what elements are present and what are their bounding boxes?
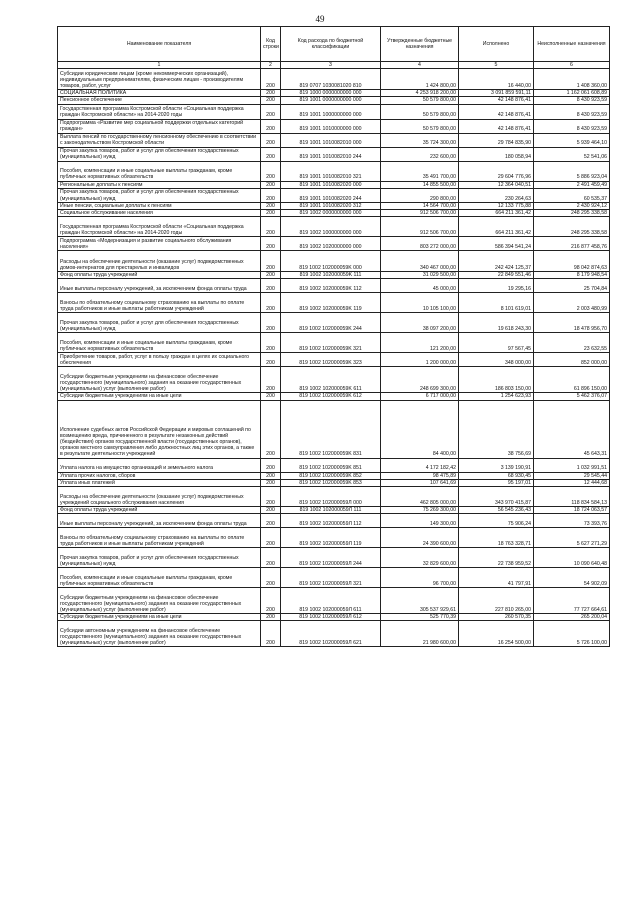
row-code: 200 — [261, 621, 281, 647]
row-code: 200 — [261, 353, 281, 367]
table-row — [58, 104, 610, 119]
table-row — [58, 548, 610, 568]
header-unexecuted: Неисполненные назначения — [534, 27, 610, 62]
table-row — [58, 90, 610, 97]
row-unexecuted: 5 886 923,04 — [534, 161, 610, 181]
row-unexecuted: 60 535,37 — [534, 188, 610, 202]
row-name: Иные выплаты персоналу учреждений, за исключением фонда оплаты труда — [58, 514, 261, 528]
table-row — [58, 119, 610, 133]
row-name: Пособия, компенсации и иные социальные выплаты гражданам, кроме публичных нормативных обязательств — [58, 333, 261, 353]
row-kbk: 819 1002 102000059Л 244 — [281, 548, 381, 568]
table-row — [58, 69, 610, 90]
table-row — [58, 188, 610, 202]
column-number: 3 — [281, 62, 381, 69]
column-number: 6 — [534, 62, 610, 69]
row-code: 200 — [261, 293, 281, 313]
table-row — [58, 568, 610, 588]
table-row — [58, 133, 610, 147]
row-kbk: 819 1002 102000059K 852 — [281, 472, 381, 479]
row-executed: 56 545 236,43 — [459, 507, 534, 514]
row-unexecuted: 1 408 360,00 — [534, 69, 610, 90]
row-approved: 912 506 700,00 — [381, 210, 459, 217]
row-executed: 42 148 876,41 — [459, 97, 534, 104]
table-row — [58, 237, 610, 251]
row-name: Фонд оплаты труда учреждений — [58, 507, 261, 514]
table-row — [58, 97, 610, 104]
row-kbk: 819 1002 102000059K 612 — [281, 393, 381, 400]
row-name: Уплата иных платежей — [58, 479, 261, 486]
row-code: 200 — [261, 272, 281, 279]
row-kbk: 819 1002 102000059K 831 — [281, 400, 381, 458]
row-unexecuted: 73 393,76 — [534, 514, 610, 528]
table-row — [58, 161, 610, 181]
row-executed: 16 440,00 — [459, 69, 534, 90]
row-kbk: 819 1001 1000000000 000 — [281, 104, 381, 119]
row-code: 200 — [261, 119, 281, 133]
row-kbk: 819 1001 1010082010 321 — [281, 161, 381, 181]
row-kbk: 819 0707 1030081020 810 — [281, 69, 381, 90]
row-executed: 180 058,94 — [459, 147, 534, 161]
table-row — [58, 251, 610, 272]
row-code: 200 — [261, 279, 281, 293]
row-code: 200 — [261, 202, 281, 209]
row-unexecuted: 45 643,31 — [534, 400, 610, 458]
row-unexecuted: 8 430 923,59 — [534, 97, 610, 104]
row-approved: 1 200 000,00 — [381, 353, 459, 367]
row-approved: 84 400,00 — [381, 400, 459, 458]
row-kbk: 819 1001 1010000000 000 — [281, 119, 381, 133]
header-approved: Утвержденные бюджетные назначения — [381, 27, 459, 62]
budget-report-table — [57, 26, 610, 647]
row-executed: 3 139 190,91 — [459, 458, 534, 472]
table-row — [58, 181, 610, 188]
row-name: Выплата пенсий по государственному пенсионному обеспечению в соответствии с законодательством Костромской области — [58, 133, 261, 147]
row-unexecuted: 77 727 664,61 — [534, 588, 610, 614]
row-kbk: 819 1002 102000059K 111 — [281, 272, 381, 279]
row-code: 200 — [261, 400, 281, 458]
row-name: Пенсионное обеспечение — [58, 97, 261, 104]
row-unexecuted: 852 000,00 — [534, 353, 610, 367]
row-name: Иные выплаты персоналу учреждений, за исключением фонда оплаты труда — [58, 279, 261, 293]
row-kbk: 819 1002 102000059K 112 — [281, 279, 381, 293]
row-code: 200 — [261, 161, 281, 181]
row-code: 200 — [261, 548, 281, 568]
row-kbk: 819 1002 102000059Л 621 — [281, 621, 381, 647]
header-executed: Исполнено — [459, 27, 534, 62]
row-name: Расходы на обеспечение деятельности (оказание услуг) подведомственных учреждений социального обслуживания населения — [58, 487, 261, 507]
row-kbk: 819 1001 1010082010 244 — [281, 147, 381, 161]
table-row — [58, 528, 610, 548]
table-row — [58, 400, 610, 458]
row-executed: 186 803 150,00 — [459, 367, 534, 393]
row-name: Государственная программа Костромской области «Социальная поддержка граждан Костромской области» на 2014-2020 годы — [58, 217, 261, 237]
row-approved: 232 600,00 — [381, 147, 459, 161]
row-executed: 12 364 040,51 — [459, 181, 534, 188]
row-name: Социальное обслуживание населения — [58, 210, 261, 217]
row-unexecuted: 248 295 338,58 — [534, 210, 610, 217]
row-unexecuted: 2 003 480,99 — [534, 293, 610, 313]
row-unexecuted: 1 162 061 608,89 — [534, 90, 610, 97]
row-kbk: 819 1002 102000059Л 111 — [281, 507, 381, 514]
row-kbk: 819 1002 102000059K 323 — [281, 353, 381, 367]
row-name: Подпрограмма «Развитие мер социальной поддержки отдельных категорий граждан» — [58, 119, 261, 133]
row-executed: 42 148 876,41 — [459, 119, 534, 133]
row-unexecuted: 118 834 584,13 — [534, 487, 610, 507]
row-approved: 462 805 000,00 — [381, 487, 459, 507]
row-kbk: 819 1001 0000000000 000 — [281, 97, 381, 104]
table-row — [58, 393, 610, 400]
row-executed: 75 906,24 — [459, 514, 534, 528]
row-code: 200 — [261, 237, 281, 251]
row-code: 200 — [261, 251, 281, 272]
row-unexecuted: 54 902,09 — [534, 568, 610, 588]
row-code: 200 — [261, 568, 281, 588]
row-name: Пособия, компенсации и иные социальные выплаты гражданам, кроме публичных нормативных обязательств — [58, 568, 261, 588]
row-executed: 664 211 361,42 — [459, 217, 534, 237]
row-approved: 24 390 600,00 — [381, 528, 459, 548]
row-kbk: 819 1002 1020000000 000 — [281, 237, 381, 251]
table-row — [58, 293, 610, 313]
row-code: 200 — [261, 487, 281, 507]
row-executed: 22 738 959,52 — [459, 548, 534, 568]
row-approved: 4 172 182,42 — [381, 458, 459, 472]
row-name: Прочая закупка товаров, работ и услуг для обеспечения государственных (муниципальных) нужд — [58, 313, 261, 333]
row-approved: 31 029 500,00 — [381, 272, 459, 279]
row-name: Субсидии бюджетным учреждениям на иные цели — [58, 614, 261, 621]
row-kbk: 819 1001 1010082010 000 — [281, 133, 381, 147]
row-kbk: 819 1002 102000059Л 119 — [281, 528, 381, 548]
row-approved: 35 724 300,00 — [381, 133, 459, 147]
table-row — [58, 514, 610, 528]
row-code: 200 — [261, 97, 281, 104]
row-code: 200 — [261, 104, 281, 119]
row-name: Исполнение судебных актов Российской Федерации и мировых соглашений по возмещению вреда, причиненного в результате незаконных действий (бездействия) органов государственной власти (государственных органов), органов местного самоуправления либо должностных лиц этих органов, а также в результате деятельности учреждений — [58, 400, 261, 458]
row-executed: 343 970 415,87 — [459, 487, 534, 507]
table-row — [58, 147, 610, 161]
row-approved: 290 800,00 — [381, 188, 459, 202]
row-approved: 525 770,39 — [381, 614, 459, 621]
row-code: 200 — [261, 367, 281, 393]
row-name: Прочая закупка товаров, работ и услуг для обеспечения государственных (муниципальных) нужд — [58, 147, 261, 161]
row-kbk: 819 1002 102000059K 000 — [281, 251, 381, 272]
row-name: Субсидии автономным учреждениям на финансовое обеспечение государственного (муниципального) задания на оказание государственных (муниципальных) услуг (выполнение работ) — [58, 621, 261, 647]
table-row — [58, 621, 610, 647]
row-name: Уплата налога на имущество организаций и земельного налога — [58, 458, 261, 472]
row-name: Пособия, компенсации и иные социальные выплаты гражданам, кроме публичных нормативных обязательств — [58, 161, 261, 181]
row-name: Прочая закупка товаров, работ и услуг для обеспечения государственных (муниципальных) нужд — [58, 188, 261, 202]
row-unexecuted: 61 896 150,00 — [534, 367, 610, 393]
row-kbk: 819 1001 1010082020 312 — [281, 202, 381, 209]
row-executed: 348 000,00 — [459, 353, 534, 367]
row-name: Субсидии юридическим лицам (кроме некоммерческих организаций), индивидуальным предпринимателям, физическим лицам - производителям товаров, работ, услуг — [58, 69, 261, 90]
row-approved: 96 700,00 — [381, 568, 459, 588]
row-name: Подпрограмма «Модернизация и развитие социального обслуживания населения» — [58, 237, 261, 251]
row-approved: 50 579 800,00 — [381, 119, 459, 133]
row-executed: 664 211 361,42 — [459, 210, 534, 217]
row-unexecuted: 2 430 924,12 — [534, 202, 610, 209]
row-approved: 45 000,00 — [381, 279, 459, 293]
row-approved: 38 097 200,00 — [381, 313, 459, 333]
row-unexecuted: 2 491 459,49 — [534, 181, 610, 188]
row-executed: 41 797,91 — [459, 568, 534, 588]
row-executed: 1 254 623,93 — [459, 393, 534, 400]
row-kbk: 819 1002 102000059Л 321 — [281, 568, 381, 588]
row-name: Фонд оплаты труда учреждений — [58, 272, 261, 279]
row-executed: 42 148 876,41 — [459, 104, 534, 119]
row-executed: 95 197,01 — [459, 479, 534, 486]
row-code: 200 — [261, 69, 281, 90]
row-executed: 19 618 243,30 — [459, 313, 534, 333]
row-approved: 248 699 300,00 — [381, 367, 459, 393]
row-name: Государственная программа Костромской области «Социальная поддержка граждан Костромской области» на 2014-2020 годы — [58, 104, 261, 119]
row-unexecuted: 25 704,84 — [534, 279, 610, 293]
row-name: Прочая закупка товаров, работ и услуг для обеспечения государственных (муниципальных) нужд — [58, 548, 261, 568]
row-unexecuted: 265 200,04 — [534, 614, 610, 621]
row-executed: 38 756,69 — [459, 400, 534, 458]
row-unexecuted: 5 462 376,07 — [534, 393, 610, 400]
column-number: 2 — [261, 62, 281, 69]
row-unexecuted: 18 724 063,57 — [534, 507, 610, 514]
row-name: Взносы по обязательному социальному страхованию на выплаты по оплате труда работников и иные выплаты работникам учреждений — [58, 293, 261, 313]
row-kbk: 819 1002 1000000000 000 — [281, 217, 381, 237]
row-unexecuted: 29 545,44 — [534, 472, 610, 479]
table-row — [58, 279, 610, 293]
table-row — [58, 479, 610, 486]
row-unexecuted: 18 478 956,70 — [534, 313, 610, 333]
row-code: 200 — [261, 210, 281, 217]
row-name: Субсидии бюджетным учреждениям на финансовое обеспечение государственного (муниципального) задания на оказание государственных (муниципальных) услуг (выполнение работ) — [58, 367, 261, 393]
row-executed: 227 810 265,00 — [459, 588, 534, 614]
row-executed: 3 091 859 591,11 — [459, 90, 534, 97]
row-kbk: 819 1002 102000059K 244 — [281, 313, 381, 333]
row-kbk: 819 1002 102000059Л 612 — [281, 614, 381, 621]
table-header-row — [58, 27, 610, 62]
row-kbk: 819 1002 102000059K 321 — [281, 333, 381, 353]
row-approved: 340 467 000,00 — [381, 251, 459, 272]
row-approved: 305 537 929,61 — [381, 588, 459, 614]
header-code: Код строки — [261, 27, 281, 62]
row-kbk: 819 1002 0000000000 000 — [281, 210, 381, 217]
row-executed: 230 264,63 — [459, 188, 534, 202]
row-kbk: 819 1002 102000059K 853 — [281, 479, 381, 486]
row-executed: 29 604 776,96 — [459, 161, 534, 181]
row-approved: 912 506 700,00 — [381, 217, 459, 237]
row-executed: 68 930,45 — [459, 472, 534, 479]
row-name: СОЦИАЛЬНАЯ ПОЛИТИКА — [58, 90, 261, 97]
column-number-row — [58, 62, 610, 69]
row-kbk: 819 1000 0000000000 000 — [281, 90, 381, 97]
row-approved: 35 491 700,00 — [381, 161, 459, 181]
row-unexecuted: 52 541,06 — [534, 147, 610, 161]
column-number: 4 — [381, 62, 459, 69]
row-executed: 260 570,35 — [459, 614, 534, 621]
row-name: Субсидии бюджетным учреждениям на иные цели — [58, 393, 261, 400]
row-kbk: 819 1002 102000059K 611 — [281, 367, 381, 393]
row-approved: 21 980 600,00 — [381, 621, 459, 647]
row-code: 200 — [261, 507, 281, 514]
row-approved: 6 717 000,00 — [381, 393, 459, 400]
row-name: Субсидии бюджетным учреждениям на финансовое обеспечение государственного (муниципального) задания на оказание государственных (муниципальных) услуг (выполнение работ) — [58, 588, 261, 614]
row-code: 200 — [261, 333, 281, 353]
header-kbk: Код расхода по бюджетной классификации — [281, 27, 381, 62]
row-executed: 22 849 551,46 — [459, 272, 534, 279]
row-executed: 19 295,16 — [459, 279, 534, 293]
row-approved: 803 272 000,00 — [381, 237, 459, 251]
row-executed: 29 784 835,90 — [459, 133, 534, 147]
row-code: 200 — [261, 472, 281, 479]
table-row — [58, 313, 610, 333]
row-executed: 8 101 619,01 — [459, 293, 534, 313]
table-row — [58, 210, 610, 217]
row-approved: 14 564 700,00 — [381, 202, 459, 209]
table-row — [58, 272, 610, 279]
row-name: Региональные доплаты к пенсиям — [58, 181, 261, 188]
row-name: Расходы на обеспечение деятельности (оказание услуг) подведомственных домов-интернатов для престарелых и инвалидов — [58, 251, 261, 272]
row-approved: 50 579 800,00 — [381, 97, 459, 104]
table-row — [58, 487, 610, 507]
table-row — [58, 614, 610, 621]
header-name: Наименование показателя — [58, 27, 261, 62]
row-unexecuted: 8 179 948,54 — [534, 272, 610, 279]
table-row — [58, 472, 610, 479]
row-approved: 32 829 600,00 — [381, 548, 459, 568]
row-unexecuted: 23 632,55 — [534, 333, 610, 353]
row-executed: 97 567,45 — [459, 333, 534, 353]
row-code: 200 — [261, 188, 281, 202]
row-code: 200 — [261, 147, 281, 161]
row-executed: 242 424 125,37 — [459, 251, 534, 272]
table-row — [58, 588, 610, 614]
row-kbk: 819 1002 102000059K 851 — [281, 458, 381, 472]
row-name: Иные пенсии, социальные доплаты к пенсиям — [58, 202, 261, 209]
row-name: Взносы по обязательному социальному страхованию на выплаты по оплате труда работников и иные выплаты работникам учреждений — [58, 528, 261, 548]
table-row — [58, 333, 610, 353]
row-code: 200 — [261, 514, 281, 528]
row-executed: 18 763 328,71 — [459, 528, 534, 548]
row-code: 200 — [261, 588, 281, 614]
row-unexecuted: 5 627 271,29 — [534, 528, 610, 548]
row-code: 200 — [261, 90, 281, 97]
row-approved: 149 300,00 — [381, 514, 459, 528]
row-kbk: 819 1001 1010082020 000 — [281, 181, 381, 188]
row-code: 200 — [261, 393, 281, 400]
row-code: 200 — [261, 614, 281, 621]
row-approved: 98 475,89 — [381, 472, 459, 479]
row-code: 200 — [261, 458, 281, 472]
row-code: 200 — [261, 133, 281, 147]
row-name: Уплата прочих налогов, сборов — [58, 472, 261, 479]
row-unexecuted: 248 295 338,58 — [534, 217, 610, 237]
row-code: 200 — [261, 217, 281, 237]
table-row — [58, 353, 610, 367]
column-number: 1 — [58, 62, 261, 69]
row-name: Приобретение товаров, работ, услуг в пользу граждан в целях их социального обеспечения — [58, 353, 261, 367]
row-executed: 586 394 541,24 — [459, 237, 534, 251]
row-kbk: 819 1001 1010082020 244 — [281, 188, 381, 202]
table-row — [58, 202, 610, 209]
row-approved: 1 424 800,00 — [381, 69, 459, 90]
table-row — [58, 507, 610, 514]
row-kbk: 819 1002 102000059Л 611 — [281, 588, 381, 614]
row-executed: 16 254 500,00 — [459, 621, 534, 647]
table-row — [58, 367, 610, 393]
row-unexecuted: 216 877 458,76 — [534, 237, 610, 251]
row-unexecuted: 1 032 991,51 — [534, 458, 610, 472]
table-row — [58, 458, 610, 472]
row-approved: 14 855 500,00 — [381, 181, 459, 188]
row-unexecuted: 5 939 464,10 — [534, 133, 610, 147]
row-approved: 107 641,69 — [381, 479, 459, 486]
row-kbk: 819 1002 102000059Л 112 — [281, 514, 381, 528]
column-number: 5 — [459, 62, 534, 69]
row-unexecuted: 5 726 100,00 — [534, 621, 610, 647]
row-approved: 121 200,00 — [381, 333, 459, 353]
row-code: 200 — [261, 181, 281, 188]
row-unexecuted: 12 444,68 — [534, 479, 610, 486]
row-unexecuted: 8 430 923,59 — [534, 119, 610, 133]
row-approved: 4 253 918 200,00 — [381, 90, 459, 97]
row-kbk: 819 1002 102000059Л 000 — [281, 487, 381, 507]
row-approved: 50 579 800,00 — [381, 104, 459, 119]
row-code: 200 — [261, 528, 281, 548]
row-approved: 10 105 100,00 — [381, 293, 459, 313]
page-number: 49 — [315, 14, 325, 24]
row-executed: 12 133 775,88 — [459, 202, 534, 209]
row-unexecuted: 8 430 923,59 — [534, 104, 610, 119]
row-code: 200 — [261, 313, 281, 333]
row-code: 200 — [261, 479, 281, 486]
row-approved: 75 269 300,00 — [381, 507, 459, 514]
row-kbk: 819 1002 102000059K 119 — [281, 293, 381, 313]
row-unexecuted: 98 042 874,63 — [534, 251, 610, 272]
row-unexecuted: 10 090 640,48 — [534, 548, 610, 568]
table-row — [58, 217, 610, 237]
